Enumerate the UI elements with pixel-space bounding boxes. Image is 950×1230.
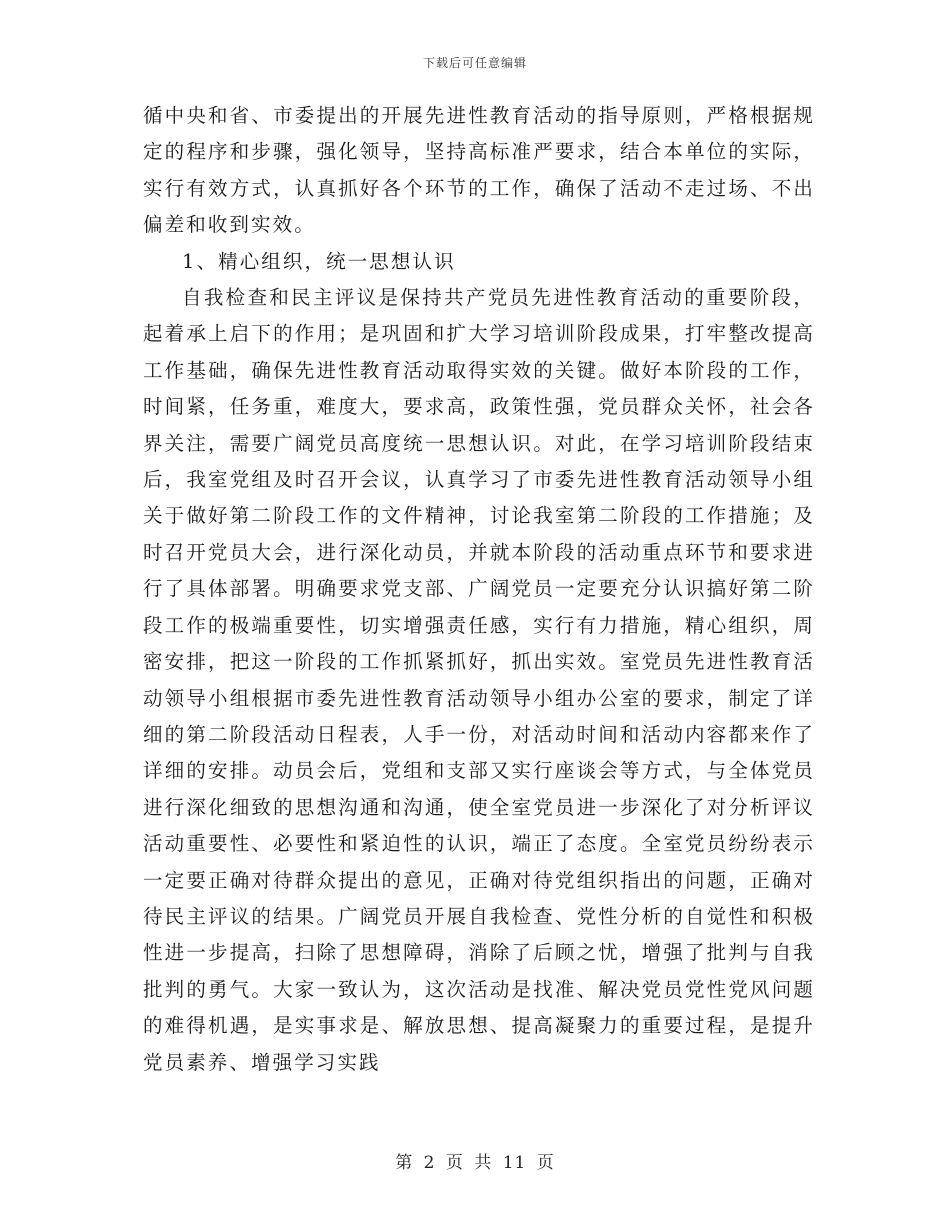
document-body — [143, 98, 815, 1081]
header-note: 下载后可任意编辑 — [422, 56, 527, 70]
section-heading: 1、精心组织，统一思想认识 — [182, 249, 456, 273]
body-paragraph: 自我检查和民主评议是保持共产党员先进性教育活动的重要阶段，起着承上启下的作用；是巩固和扩大学习培训阶段成果，打牢整改提高工作基础，确保先进性教育活动取得实效的关键。做好本阶段的工作，时间紧，任务重，难度大，要求高，政策性强，党员群众关怀，社会各界关注，需要广阔党员高度统一思想认识。对此，在学习培训阶段结束后，我室党组及时召开会议，认真学习了市委先进性教育活动领导小组关于做好第二阶段工作的文件精神，讨论我室第二阶段的工作措施；及时召开党员大会，进行深化动员，并就本阶段的活动重点环节和要求进行了具体部署。明确要求党支部、广阔党员一定要充分认识搞好第二阶段工作的极端重要性，切实增强责任感，实行有力措施，精心组织，周密安排，把这一阶段的工作抓紧抓好，抓出实效。室党员先进性教育活动领导小组根据市委先进性教育活动领导小组办公室的要求，制定了详细的第二阶段活动日程表，人手一份，对活动时间和活动内容都来作了详细的安排。动员会后，党组和支部又实行座谈会等方式，与全体党员进行深化细致的思想沟通和沟通，使全室党员进一步深化了对分析评议活动重要性、必要性和紧迫性的认识，端正了态度。全室党员纷纷表示一定要正确对待群众提出的意见，正确对待党组织指出的问题，正确对待民主评议的结果。广阔党员开展自我检查、党性分析的自觉性和积极性进一步提高，扫除了思想障碍，消除了后顾之忧，增强了批判与自我批判的勇气。大家一致认为，这次活动是找准、解决党员党性党风问题的难得机遇，是实事求是、解放思想、提高凝聚力的重要过程，是提升党员素养、增强学习实践 — [143, 286, 815, 1074]
body-paragraph: 循中央和省、市委提出的开展先进性教育活动的指导原则，严格根据规定的程序和步骤，强化领导，坚持高标准严要求，结合本单位的实际，实行有效方式，认真抓好各个环节的工作，确保了活动不走过场、不出偏差和收到实效。 — [143, 104, 815, 237]
page-number: 第 2 页 共 11 页 — [395, 1153, 555, 1173]
